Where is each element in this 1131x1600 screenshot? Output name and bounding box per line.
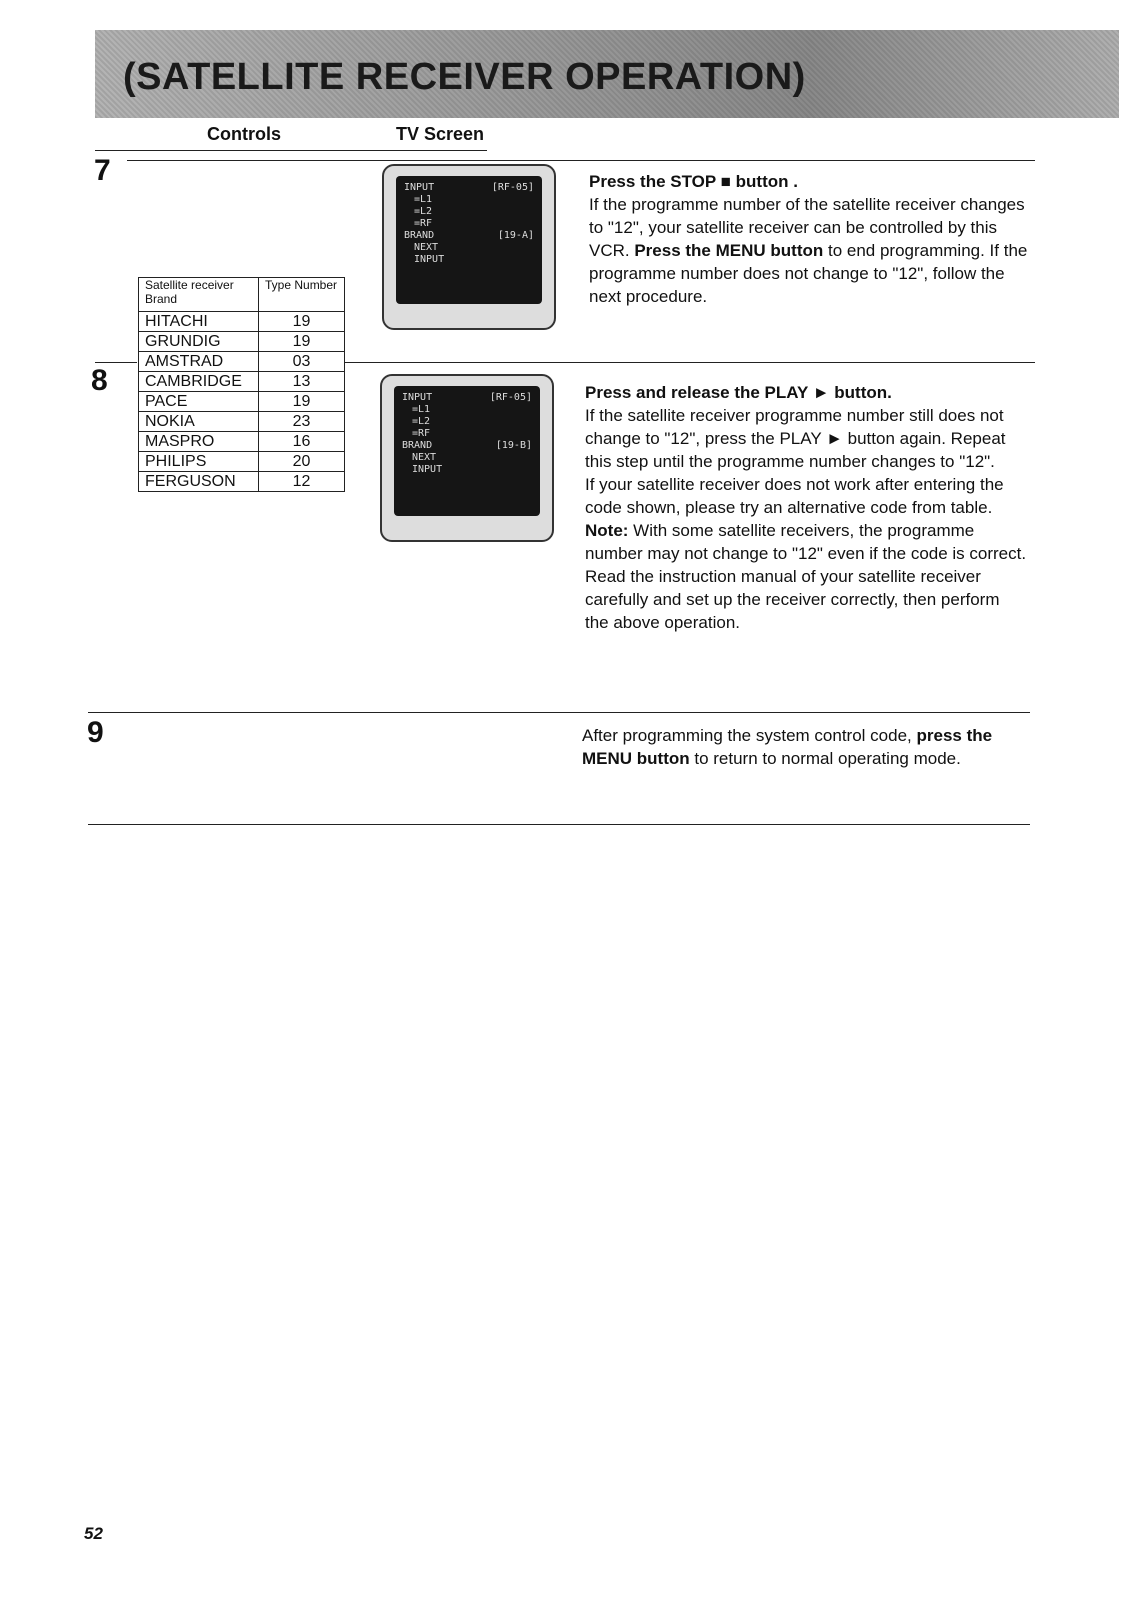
tv-screen-step-7	[382, 164, 556, 330]
tv-screen-display: INPUT [RF-05] =L1 =L2 =RF BRAND [19-A] NEXT INPUT	[396, 176, 542, 304]
table-header-row	[139, 278, 345, 312]
step-9-number: 9	[87, 716, 104, 749]
tv-screen-display: INPUT [RF-05] =L1 =L2 =RF BRAND [19-B] NEXT INPUT	[394, 386, 540, 516]
tv-screen-step-8	[380, 374, 554, 542]
table-row: HITACHI 19	[139, 312, 345, 332]
table-header-type: Type Number	[259, 278, 345, 312]
tv-screen-header: TV Screen	[396, 124, 485, 144]
step-7-text	[589, 170, 1029, 308]
table-header-brand: Satellite receiver Brand	[139, 278, 259, 312]
step-8-rule-left	[95, 362, 137, 363]
step-8-body-1: If the satellite receiver programme number still does not change to "12", press the PLAY ► button again. Repeat this step until the programme number changes to "12".	[585, 406, 1006, 471]
title-banner	[95, 30, 1119, 118]
step-8-number: 8	[91, 364, 108, 397]
page-number: 52	[84, 1524, 103, 1543]
table-row: PHILIPS 20	[139, 452, 345, 472]
step-8-body-2: If your satellite receiver does not work after entering the code shown, please try an alternative code from table.	[585, 475, 1004, 517]
step-9-text	[582, 724, 1032, 770]
table-row: AMSTRAD 03	[139, 352, 345, 372]
controls-header: Controls	[207, 124, 281, 144]
table-row: MASPRO 16	[139, 432, 345, 452]
step-7-rule	[127, 160, 1035, 161]
table-row: GRUNDIG 19	[139, 332, 345, 352]
step-8-heading: Press and release the PLAY ► button.	[585, 383, 892, 402]
bottom-rule	[88, 824, 1030, 825]
brand-code-table	[138, 277, 345, 492]
step-7-body: If the programme number of the satellite receiver changes to "12", your satellite receiver can be controlled by this VCR. Press the MENU button to end programming. If the programme number does not change to "12", follow the next procedure.	[589, 195, 1028, 306]
step-9-body: After programming the system control code, press the MENU button to return to normal operating mode.	[582, 726, 993, 768]
step-8-text	[585, 381, 1027, 634]
step-8-note: Note: With some satellite receivers, the programme number may not change to "12" even if the code is correct. Read the instruction manual of your satellite receiver carefully and set up the receiver correctly, then perform the above operation.	[585, 521, 1027, 632]
step-8-rule	[345, 362, 1035, 363]
page-title: (SATELLITE RECEIVER OPERATION)	[123, 56, 806, 98]
table-row: FERGUSON 12	[139, 472, 345, 492]
step-7-heading: Press the STOP ■ button .	[589, 172, 798, 191]
step-7-number: 7	[94, 154, 111, 187]
table-row: CAMBRIDGE 13	[139, 372, 345, 392]
table-row: NOKIA 23	[139, 412, 345, 432]
header-rule	[95, 150, 487, 151]
step-9-rule	[88, 712, 1030, 713]
table-row: PACE 19	[139, 392, 345, 412]
